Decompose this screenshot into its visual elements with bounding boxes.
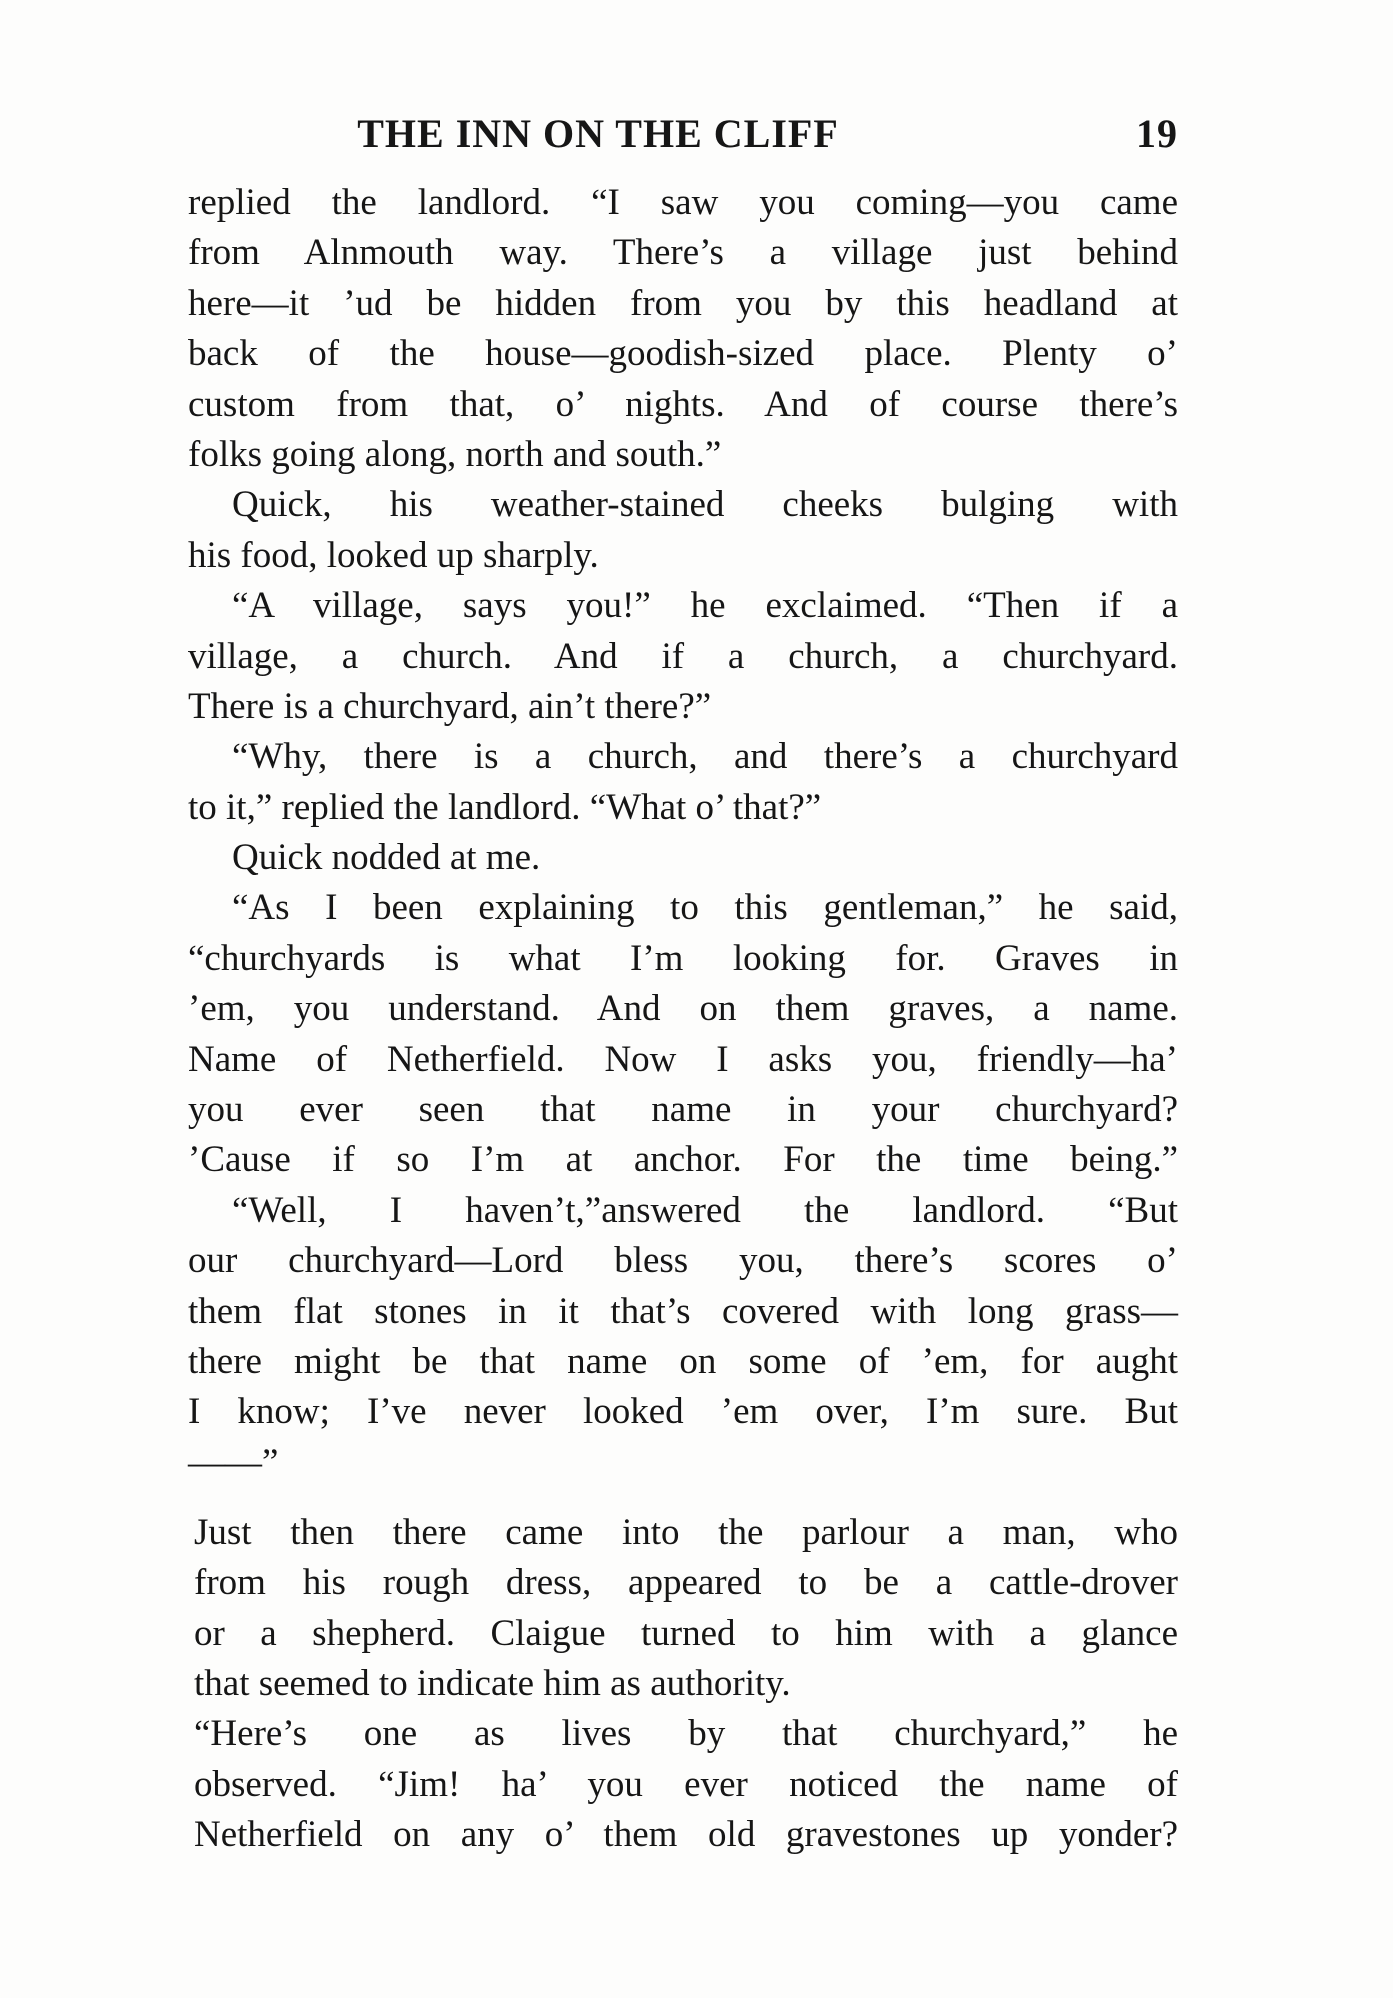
text-line: from Alnmouth way. There’s a village just behind [188, 232, 1178, 274]
text-line: Just then there came into the parlour a man, who [194, 1511, 1178, 1553]
text-line: “Well, I haven’t,”answered the landlord. “But [232, 1189, 1178, 1231]
text-line: from his rough dress, appeared to be a cattle-drover [194, 1562, 1178, 1604]
text-line: Quick nodded at me. [232, 837, 541, 879]
text-line: custom from that, o’ nights. And of course there’s [188, 383, 1178, 425]
text-line: “Why, there is a church, and there’s a churchyard [232, 736, 1178, 778]
text-line: village, a church. And if a church, a churchyard. [188, 635, 1178, 677]
page-number: 19 [1136, 111, 1178, 156]
text-line: or a shepherd. Claigue turned to him with a glance [194, 1612, 1178, 1654]
text-line: “churchyards is what I’m looking for. Graves in [188, 937, 1178, 979]
text-line: “As I been explaining to this gentleman,” he said, [232, 887, 1178, 929]
text-line: there might be that name on some of ’em, for aught [188, 1340, 1178, 1382]
running-title: THE INN ON THE CLIFF [357, 111, 839, 156]
text-line: ’em, you understand. And on them graves, a name. [188, 988, 1178, 1030]
text-line: There is a churchyard, ain’t there?” [188, 685, 712, 727]
text-line: I know; I’ve never looked ’em over, I’m sure. But [188, 1391, 1178, 1433]
text-line: back of the house—goodish-sized place. Plenty o’ [188, 333, 1178, 375]
text-line: ’Cause if so I’m at anchor. For the time being.” [188, 1139, 1178, 1181]
text-line: that seemed to indicate him as authority. [194, 1662, 791, 1704]
text-line: observed. “Jim! ha’ you ever noticed the name of [194, 1763, 1178, 1805]
text-line: ——” [188, 1441, 279, 1483]
text-line: to it,” replied the landlord. “What o’ that?” [188, 786, 822, 828]
text-line: “Here’s one as lives by that churchyard,” he [194, 1713, 1178, 1755]
text-line: here—it ’ud be hidden from you by this headland at [188, 282, 1178, 324]
text-line: Name of Netherfield. Now I asks you, friendly—ha’ [188, 1038, 1178, 1080]
text-line: Netherfield on any o’ them old gravestones up yonder? [194, 1814, 1178, 1856]
text-line: his food, looked up sharply. [188, 534, 599, 576]
running-head [188, 110, 1178, 160]
text-line: “A village, says you!” he exclaimed. “Then if a [232, 585, 1178, 627]
text-line: our churchyard—Lord bless you, there’s scores o’ [188, 1240, 1178, 1282]
text-line: Quick, his weather-stained cheeks bulging with [232, 484, 1178, 526]
text-line: you ever seen that name in your churchyard? [188, 1089, 1178, 1131]
text-line: replied the landlord. “I saw you coming—you came [188, 182, 1178, 223]
text-line: them flat stones in it that’s covered with long grass— [188, 1290, 1178, 1332]
text-line: folks going along, north and south.” [188, 433, 722, 475]
body-text [188, 178, 1178, 1861]
